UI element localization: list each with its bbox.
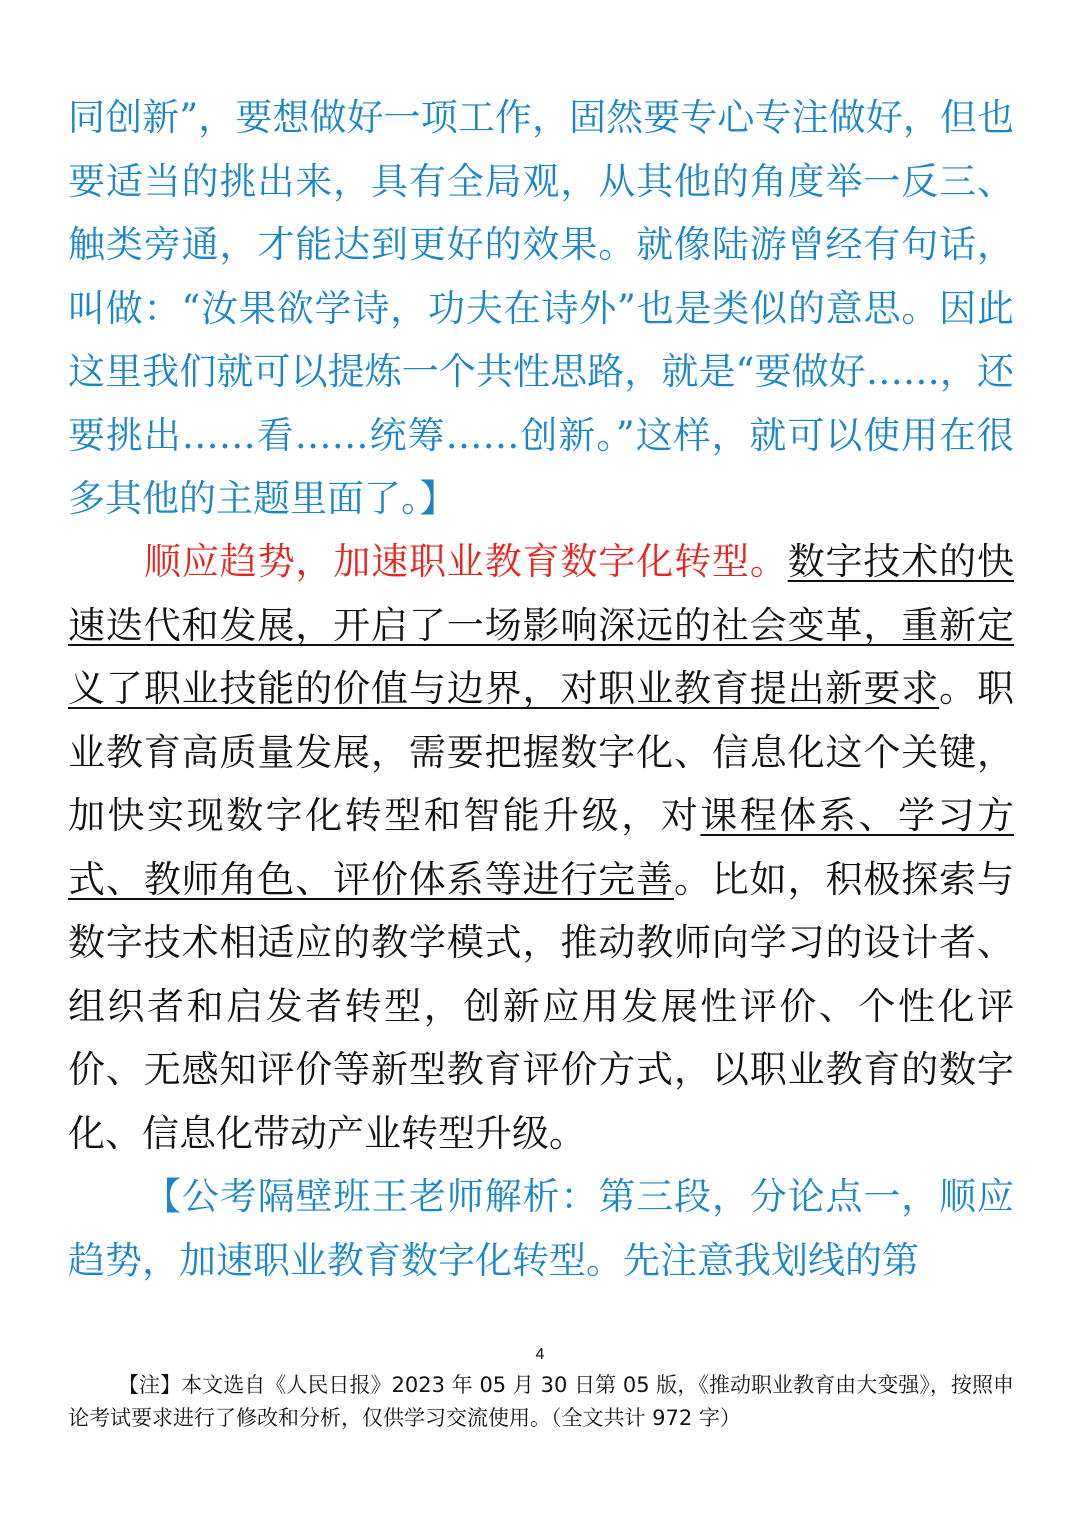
body-text-1: 。职业教育高质量发展，需要把握数字化、信息化这个关键，加快实现数字化转型和智能升级，对 [68,667,1014,837]
underlined-text-1: 数字技术的快速迭代和发展，开启了一场影响深远的社会变革，重新定义了职业技能的价值与边界，对职业教育提出新要求 [68,540,1015,710]
section-heading: 顺应趋势，加速职业教育数字化转型。 [144,540,788,583]
body-text-2: 。比如，积极探索与数字技术相适应的教学模式，推动教师向学习的设计者、组织者和启发者转型，创新应用发展性评价、个性化评价、无感知评价等新型教育评价方式，以职业教育的数字化、信息化带动产业转型升级。 [68,857,1014,1155]
body-paragraph [68,530,1014,1165]
underlined-text-2: 课程体系、学习方式、教师角色、评价体系等进行完善 [68,794,1015,901]
analysis-paragraph: 【公考隔壁班王老师解析：第三段，分论点一，顺应趋势，加速职业教育数字化转型。先注意我划线的第 [68,1175,1014,1282]
analysis-paragraph-continued: 同创新”，要想做好一项工作，固然要专心专注做好，但也要适当的挑出来，具有全局观，从其他的角度举一反三、触类旁通，才能达到更好的效果。就像陆游曾经有句话，叫做：“汝果欲学诗，功夫在诗外”也是类似的意思。因此这里我们就可以提炼一个共性思路，就是“要做好……，还要挑出……看……统筹……创新。”这样，就可以使用在很多其他的主题里面了。】 [68,96,1014,520]
page-number: 4 [535,1346,545,1363]
footnote: 【注】本文选自《人民日报》2023 年 05 月 30 日第 05 版，《推动职业教育由大变强》，按照申论考试要求进行了修改和分析，仅供学习交流使用。（全文共计 972 字） [68,1373,1014,1430]
